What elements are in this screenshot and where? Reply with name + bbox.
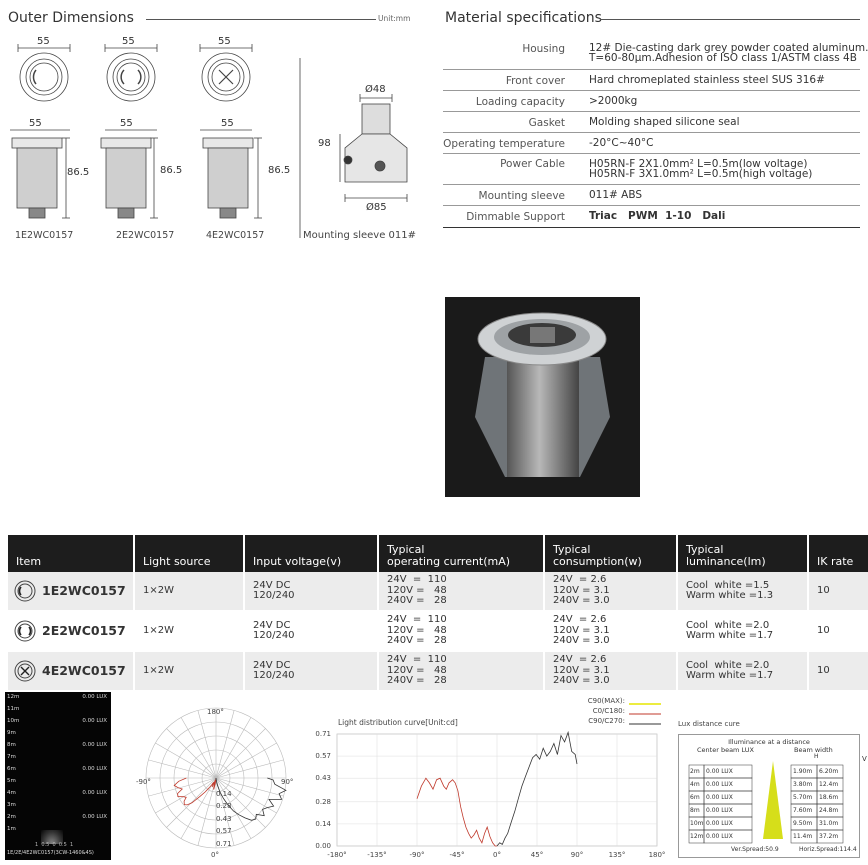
lux-table-center-lux: 0.00 LUX <box>706 820 733 827</box>
lux-row-distance: 10m <box>7 718 20 724</box>
table-row <box>8 611 868 651</box>
lux-row-distance: 3m <box>7 802 16 808</box>
operating-current: 24V = 110 120V = 48 240V = 28 <box>378 611 544 651</box>
line-chart <box>300 728 670 865</box>
lux-row <box>7 766 109 772</box>
x-tick-label: 0° <box>493 851 501 859</box>
sleeve-label: Mounting sleeve 011# <box>303 230 416 241</box>
light-source: 1×2W <box>134 611 244 651</box>
spec-row-cable <box>443 154 860 185</box>
beam-cone-shape <box>763 761 783 839</box>
item-name: 2E2WC0157 <box>42 622 126 638</box>
top-width-1: 55 <box>37 36 50 47</box>
light-source: 1×2W <box>134 572 244 611</box>
y-tick-label: 0.28 <box>315 797 331 806</box>
lux-table-center-lux: 0.00 LUX <box>706 807 733 814</box>
material-title-rule <box>600 19 860 20</box>
polar-label-left: -90° <box>136 778 151 786</box>
header-current: Typical operating current(mA) <box>378 535 544 572</box>
polar-radial-tick: 0.71 <box>216 840 232 848</box>
lux-row-distance: 6m <box>7 766 16 772</box>
polar-spoke <box>148 778 216 796</box>
lux-table-beam-width-v: 3.80m <box>793 781 813 788</box>
polar-radial-tick: 0.57 <box>216 827 232 835</box>
lux-distance-panel <box>5 692 111 860</box>
spec-value: >2000kg <box>589 95 638 107</box>
lux-table-beam-width-h: 6.20m <box>819 768 839 775</box>
polar-spoke <box>155 743 216 778</box>
lux-row <box>7 790 109 796</box>
polar-spoke <box>181 778 216 839</box>
side-mark: V <box>862 755 867 763</box>
polar-label-right: 90° <box>281 778 294 786</box>
spec-row-sleeve <box>443 185 860 206</box>
lux-row-distance: 4m <box>7 790 16 796</box>
side-width-1: 55 <box>29 118 42 129</box>
spec-value: 12# Die-casting dark grey powder coated aluminum. <box>589 42 868 54</box>
item-name: 1E2WC0157 <box>42 582 126 598</box>
lux-row-distance: 9m <box>7 730 16 736</box>
lux-table-distance: 12m <box>690 833 704 840</box>
legend-label: C0/C180: <box>592 707 625 715</box>
lux-row-value: 0.00 LUX <box>82 766 107 772</box>
spec-key: Housing <box>522 43 565 55</box>
beam-width-label: Beam width <box>794 746 833 754</box>
quad-slot-icon <box>14 660 36 682</box>
model-label-2: 2E2WC0157 <box>116 230 175 241</box>
double-slot-icon <box>14 620 36 642</box>
lux-row <box>7 814 109 820</box>
lux-row <box>7 754 109 760</box>
polar-spoke <box>167 729 216 778</box>
luminance: Cool white =2.0 Warm white =1.7 <box>677 611 808 651</box>
unit-label: Unit:mm <box>378 14 411 23</box>
model-table <box>8 535 868 692</box>
y-tick-label: 0.57 <box>315 752 331 761</box>
lux-row-value: 0.00 LUX <box>82 790 107 796</box>
legend-swatches <box>627 698 663 728</box>
input-voltage: 24V DC 120/240 <box>244 651 378 691</box>
lux-row-distance: 2m <box>7 814 16 820</box>
table-row <box>8 651 868 691</box>
height-2: 86.5 <box>160 165 183 176</box>
lux-row-value: 0.00 LUX <box>82 742 107 748</box>
spec-value: H05RN-F 2X1.0mm² L=0.5m(low voltage) <box>589 158 808 170</box>
header-ik-rate: IK rate <box>808 535 868 572</box>
lux-row <box>7 742 109 748</box>
lux-table-distance: 4m <box>690 781 700 788</box>
polar-spoke <box>155 778 216 813</box>
ik-rate: 10 <box>808 572 868 611</box>
lux-table-beam-width-v: 7.60m <box>793 807 813 814</box>
product-photo-render <box>445 297 640 497</box>
spec-value: 011# ABS <box>589 189 643 201</box>
outer-dimensions-title: Outer Dimensions <box>8 10 134 26</box>
spec-row-gasket <box>443 112 860 133</box>
ver-spread: Ver.Spread:50.9 <box>731 846 779 853</box>
center-beam-label: Center beam LUX <box>697 746 754 754</box>
spec-value: Molding shaped silicone seal <box>589 116 740 128</box>
legend-c90c270 <box>565 717 625 725</box>
legend-c90max <box>565 697 625 705</box>
polar-spoke <box>198 710 216 778</box>
lux-table-beam-width-h: 12.4m <box>819 781 839 788</box>
lux-row-value: 0.00 LUX <box>82 694 107 700</box>
header-item: Item <box>8 535 134 572</box>
lux-panel-footer: 1E/2E/4E2WC0157(3CW-1460&4S) <box>7 850 94 856</box>
y-tick-label: 0.14 <box>315 819 331 828</box>
sleeve-top-diameter: Ø48 <box>365 84 386 95</box>
polar-spoke <box>148 760 216 778</box>
header-luminance: Typical luminance(lm) <box>677 535 808 572</box>
spec-key: Loading capacity <box>475 96 565 108</box>
spec-key: Mounting sleeve <box>478 190 565 202</box>
x-tick-label: -90° <box>409 851 425 859</box>
model-label-1: 1E2WC0157 <box>15 230 74 241</box>
spec-key: Power Cable <box>500 158 565 170</box>
lux-row-distance: 1m <box>7 826 16 832</box>
lux-table-beam-width-h: 37.2m <box>819 833 839 840</box>
y-tick-label: 0.00 <box>315 842 331 850</box>
lux-table-distance: 6m <box>690 794 700 801</box>
lux-table-distance: 8m <box>690 807 700 814</box>
lux-table-beam-width-h: 18.6m <box>819 794 839 801</box>
luminance: Cool white =1.5 Warm white =1.3 <box>677 572 808 611</box>
spec-value: H05RN-F 3X1.0mm² L=0.5m(high voltage) <box>589 168 813 180</box>
lux-table-beam-width-v: 11.4m <box>793 833 813 840</box>
spec-row-loading <box>443 91 860 112</box>
polar-spoke <box>216 717 251 778</box>
table-row <box>8 572 868 611</box>
table-header-row <box>8 535 868 572</box>
x-tick-label: -135° <box>367 851 387 859</box>
polar-spoke <box>216 710 234 778</box>
spec-key: Front cover <box>505 75 565 87</box>
polar-radial-tick: 0.28 <box>216 802 232 810</box>
lux-table-beam-width-v: 9.50m <box>793 820 813 827</box>
h-label: H <box>814 753 819 760</box>
legend-label: C90(MAX): <box>587 697 625 705</box>
spec-row-temperature <box>443 133 860 154</box>
horiz-spread: Horiz.Spread:114.4 <box>799 846 857 853</box>
lux-table-beam-width-h: 31.0m <box>819 820 839 827</box>
sleeve-height: 98 <box>318 138 331 149</box>
consumption: 24V = 2.6 120V = 3.1 240V = 3.0 <box>544 572 677 611</box>
input-voltage: 24V DC 120/240 <box>244 572 378 611</box>
item-name: 4E2WC0157 <box>42 662 126 678</box>
lux-row-distance: 8m <box>7 742 16 748</box>
lux-table-distance: 10m <box>690 820 704 827</box>
polar-radial-tick: 0.43 <box>216 815 232 823</box>
lux-table-center-lux: 0.00 LUX <box>706 768 733 775</box>
header-input-voltage: Input voltage(v) <box>244 535 378 572</box>
spec-key: Dimmable Support <box>466 211 565 223</box>
item-cell <box>8 572 134 611</box>
operating-current: 24V = 110 120V = 48 240V = 28 <box>378 651 544 691</box>
lux-row <box>7 778 109 784</box>
polar-spoke <box>198 778 216 846</box>
model-label-3: 4E2WC0157 <box>206 230 265 241</box>
y-tick-label: 0.43 <box>315 774 331 783</box>
box-title: Illuminance at a distance <box>728 738 810 746</box>
lux-row <box>7 718 109 724</box>
lux-row-distance: 11m <box>7 706 20 712</box>
lux-row <box>7 802 109 808</box>
legend-c0c180 <box>565 707 625 715</box>
lux-row-value: 0.00 LUX <box>82 814 107 820</box>
single-slot-icon <box>14 580 36 602</box>
lux-table-center-lux: 0.00 LUX <box>706 794 733 801</box>
x-tick-label: -180° <box>327 851 347 859</box>
top-width-2: 55 <box>122 36 135 47</box>
input-voltage: 24V DC 120/240 <box>244 611 378 651</box>
lux-row <box>7 730 109 736</box>
luminance: Cool white =2.0 Warm white =1.7 <box>677 651 808 691</box>
lux-table-center-lux: 0.00 LUX <box>706 781 733 788</box>
line-chart-title: Light distribution curve[Unit:cd] <box>338 718 458 727</box>
y-tick-label: 0.71 <box>315 730 331 738</box>
spec-row-housing <box>443 37 868 70</box>
x-tick-label: 45° <box>530 851 544 859</box>
header-consumption: Typical consumption(w) <box>544 535 677 572</box>
ik-rate: 10 <box>808 611 868 651</box>
spec-row-front-cover <box>443 70 860 91</box>
lux-distance-box <box>678 734 860 858</box>
spec-key: Operating temperature <box>443 138 565 150</box>
spec-value: -20°C~40°C <box>589 137 654 149</box>
sleeve-bottom-diameter: Ø85 <box>366 202 387 213</box>
item-cell <box>8 611 134 651</box>
lux-row <box>7 694 109 700</box>
height-3: 86.5 <box>268 165 291 176</box>
lux-row <box>7 706 109 712</box>
title-rule <box>146 19 376 20</box>
lux-scale: 1 0.5 0 0.5 1 <box>35 842 74 848</box>
consumption: 24V = 2.6 120V = 3.1 240V = 3.0 <box>544 651 677 691</box>
spec-value: T=60-80μm.Adhesion of ISO class 1/ASTM class 4B <box>589 52 857 64</box>
height-1: 86.5 <box>67 167 90 178</box>
lux-table-beam-width-h: 24.8m <box>819 807 839 814</box>
x-tick-label: 180° <box>648 851 666 859</box>
lux-table-beam-width-v: 5.70m <box>793 794 813 801</box>
product-photo <box>445 297 640 497</box>
x-tick-label: 90° <box>570 851 584 859</box>
material-title: Material specifications <box>445 10 602 26</box>
spec-row-dimmable <box>443 206 860 228</box>
lux-table-beam-width-v: 1.90m <box>793 768 813 775</box>
polar-spoke <box>216 729 265 778</box>
spec-value: Hard chromeplated stainless steel SUS 316# <box>589 74 825 86</box>
polar-label-top: 180° <box>207 708 224 716</box>
ik-rate: 10 <box>808 651 868 691</box>
polar-spoke <box>181 717 216 778</box>
x-tick-label: -45° <box>449 851 465 859</box>
polar-spoke <box>216 743 277 778</box>
polar-label-bottom: 0° <box>211 851 219 859</box>
x-tick-label: 135° <box>608 851 626 859</box>
header-light-source: Light source <box>134 535 244 572</box>
lux-row-value: 0.00 LUX <box>82 718 107 724</box>
side-width-3: 55 <box>221 118 234 129</box>
operating-current: 24V = 110 120V = 48 240V = 28 <box>378 572 544 611</box>
item-cell <box>8 651 134 691</box>
lux-row-distance: 5m <box>7 778 16 784</box>
lux-table-distance: 2m <box>690 768 700 775</box>
lux-row-distance: 7m <box>7 754 16 760</box>
side-width-2: 55 <box>120 118 133 129</box>
light-source: 1×2W <box>134 651 244 691</box>
consumption: 24V = 2.6 120V = 3.1 240V = 3.0 <box>544 611 677 651</box>
spec-value: Triac PWM 1-10 Dali <box>589 210 726 222</box>
legend-label: C90/C270: <box>588 717 625 725</box>
lux-distance-title: Lux distance cure <box>678 720 740 728</box>
polar-spoke <box>216 760 284 778</box>
top-width-3: 55 <box>218 36 231 47</box>
spec-key: Gasket <box>528 117 565 129</box>
polar-radial-tick: 0.14 <box>216 790 232 798</box>
lux-table-center-lux: 0.00 LUX <box>706 833 733 840</box>
lux-row-distance: 12m <box>7 694 20 700</box>
